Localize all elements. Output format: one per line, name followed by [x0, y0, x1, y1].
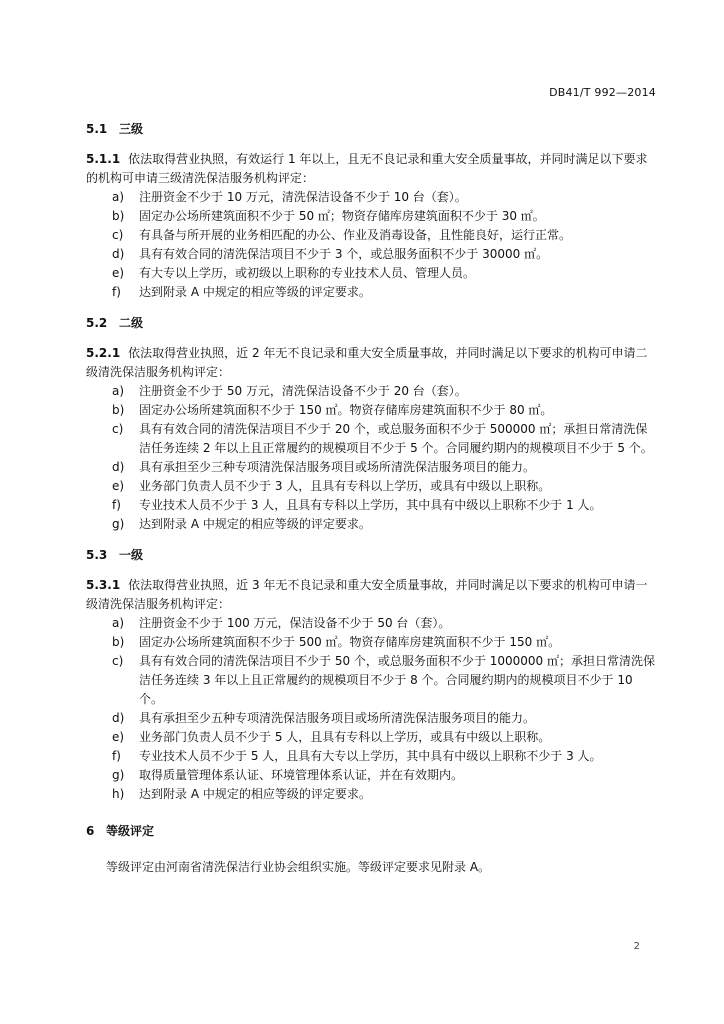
list-item	[86, 496, 658, 515]
item-marker: c)	[112, 228, 124, 242]
item-marker: h)	[112, 787, 125, 801]
item-marker: c)	[112, 654, 124, 668]
requirements-list-5-3	[86, 614, 658, 804]
item-marker: d)	[112, 247, 125, 261]
clause-5-1-1	[86, 150, 658, 188]
clause-text: 依法取得营业执照，有效运行 1 年以上，且无不良记录和重大安全质量事故，并同时满足以下要求的机构可申请三级清洗保洁服务机构评定：	[86, 152, 648, 185]
list-item	[86, 226, 658, 245]
section-title: 二级	[119, 316, 144, 330]
section-title: 三级	[119, 122, 144, 136]
page-number: 2	[633, 941, 640, 952]
clause-number: 5.2.1	[86, 346, 121, 360]
item-text: 具有有效合同的清洗保洁项目不少于 3 个，或总服务面积不少于 30000 ㎡。	[139, 247, 549, 261]
item-text: 具有承担至少三种专项清洗保洁服务项目或场所清洗保洁服务项目的能力。	[139, 460, 536, 474]
list-item	[86, 401, 658, 420]
section-title: 等级评定	[106, 824, 155, 838]
item-marker: f)	[112, 285, 121, 299]
item-marker: c)	[112, 422, 124, 436]
list-item	[86, 709, 658, 728]
item-text: 取得质量管理体系认证、环境管理体系认证，并在有效期内。	[139, 768, 464, 782]
item-text: 专业技术人员不少于 3 人，且具有专科以上学历，其中具有中级以上职称不少于 1 人。	[139, 498, 602, 512]
item-text: 达到附录 A 中规定的相应等级的评定要求。	[139, 285, 371, 299]
standard-code: DB41/T 992—2014	[549, 86, 656, 99]
list-item	[86, 420, 658, 458]
list-item	[86, 614, 658, 633]
clause-text: 依法取得营业执照，近 3 年无不良记录和重大安全质量事故，并同时满足以下要求的机构可申请一级清洗保洁服务机构评定：	[86, 578, 648, 611]
item-text: 固定办公场所建筑面积不少于 500 ㎡。物资存储库房建筑面积不少于 150 ㎡。	[139, 635, 561, 649]
item-marker: b)	[112, 403, 125, 417]
section-number: 5.1	[86, 122, 108, 136]
clause-number: 5.1.1	[86, 152, 121, 166]
item-text: 业务部门负责人员不少于 3 人，且具有专科以上学历，或具有中级以上职称。	[139, 479, 551, 493]
list-item	[86, 264, 658, 283]
item-marker: a)	[112, 190, 125, 204]
list-item	[86, 477, 658, 496]
item-text: 注册资金不少于 100 万元，保洁设备不少于 50 台（套）。	[139, 616, 451, 630]
list-item	[86, 207, 658, 226]
section-heading-6	[86, 822, 658, 840]
item-text: 专业技术人员不少于 5 人，且具有大专以上学历，其中具有中级以上职称不少于 3 人。	[139, 749, 602, 763]
item-marker: d)	[112, 460, 125, 474]
section-number: 5.3	[86, 548, 108, 562]
item-marker: a)	[112, 384, 125, 398]
list-item	[86, 728, 658, 747]
list-item	[86, 652, 658, 709]
item-marker: e)	[112, 730, 125, 744]
item-text: 具有有效合同的清洗保洁项目不少于 50 个，或总服务面积不少于 1000000 ㎡；承担日常清洗保洁任务连续 3 年以上且正常履约的规模项目不少于 8 个。合同履约期内的规模项目不少于 10 个。	[139, 654, 655, 706]
item-text: 达到附录 A 中规定的相应等级的评定要求。	[139, 517, 371, 531]
item-marker: f)	[112, 749, 121, 763]
list-item	[86, 515, 658, 534]
clause-number: 5.3.1	[86, 578, 121, 592]
item-marker: b)	[112, 209, 125, 223]
item-marker: a)	[112, 616, 125, 630]
section-heading-5-1	[86, 120, 658, 138]
section-number: 6	[86, 824, 95, 838]
clause-5-3-1	[86, 576, 658, 614]
item-text: 业务部门负责人员不少于 5 人，且具有专科以上学历，或具有中级以上职称。	[139, 730, 551, 744]
item-text: 固定办公场所建筑面积不少于 50 ㎡；物资存储库房建筑面积不少于 30 ㎡。	[139, 209, 545, 223]
clause-text: 依法取得营业执照，近 2 年无不良记录和重大安全质量事故，并同时满足以下要求的机构可申请二级清洗保洁服务机构评定：	[86, 346, 648, 379]
item-marker: e)	[112, 479, 125, 493]
item-marker: e)	[112, 266, 125, 280]
section-heading-5-2	[86, 314, 658, 332]
item-text: 达到附录 A 中规定的相应等级的评定要求。	[139, 787, 371, 801]
item-text: 有大专以上学历，或初级以上职称的专业技术人员、管理人员。	[139, 266, 476, 280]
requirements-list-5-2	[86, 382, 658, 534]
item-text: 有具备与所开展的业务相匹配的办公、作业及消毒设备，且性能良好，运行正常。	[139, 228, 572, 242]
section-6-text: 等级评定由河南省清洗保洁行业协会组织实施。等级评定要求见附录 A。	[106, 860, 491, 874]
item-marker: f)	[112, 498, 121, 512]
list-item	[86, 633, 658, 652]
item-text: 具有有效合同的清洗保洁项目不少于 20 个，或总服务面积不少于 500000 ㎡；承担日常清洗保洁任务连续 2 年以上且正常履约的规模项目不少于 5 个。合同履约期内的规模项目不少于 5 个。	[139, 422, 653, 455]
item-text: 具有承担至少五种专项清洗保洁服务项目或场所清洗保洁服务项目的能力。	[139, 711, 536, 725]
item-marker: b)	[112, 635, 125, 649]
clause-5-2-1	[86, 344, 658, 382]
section-title: 一级	[119, 548, 144, 562]
item-text: 固定办公场所建筑面积不少于 150 ㎡。物资存储库房建筑面积不少于 80 ㎡。	[139, 403, 553, 417]
item-marker: g)	[112, 768, 125, 782]
item-marker: d)	[112, 711, 125, 725]
document-body	[86, 120, 658, 877]
list-item	[86, 245, 658, 264]
list-item	[86, 458, 658, 477]
list-item	[86, 785, 658, 804]
item-text: 注册资金不少于 10 万元，清洗保洁设备不少于 10 台（套）。	[139, 190, 467, 204]
list-item	[86, 747, 658, 766]
list-item	[86, 766, 658, 785]
list-item	[86, 382, 658, 401]
list-item	[86, 283, 658, 302]
item-text: 注册资金不少于 50 万元，清洗保洁设备不少于 20 台（套）。	[139, 384, 467, 398]
item-marker: g)	[112, 517, 125, 531]
requirements-list-5-1	[86, 188, 658, 302]
list-item	[86, 188, 658, 207]
section-number: 5.2	[86, 316, 108, 330]
section-heading-5-3	[86, 546, 658, 564]
